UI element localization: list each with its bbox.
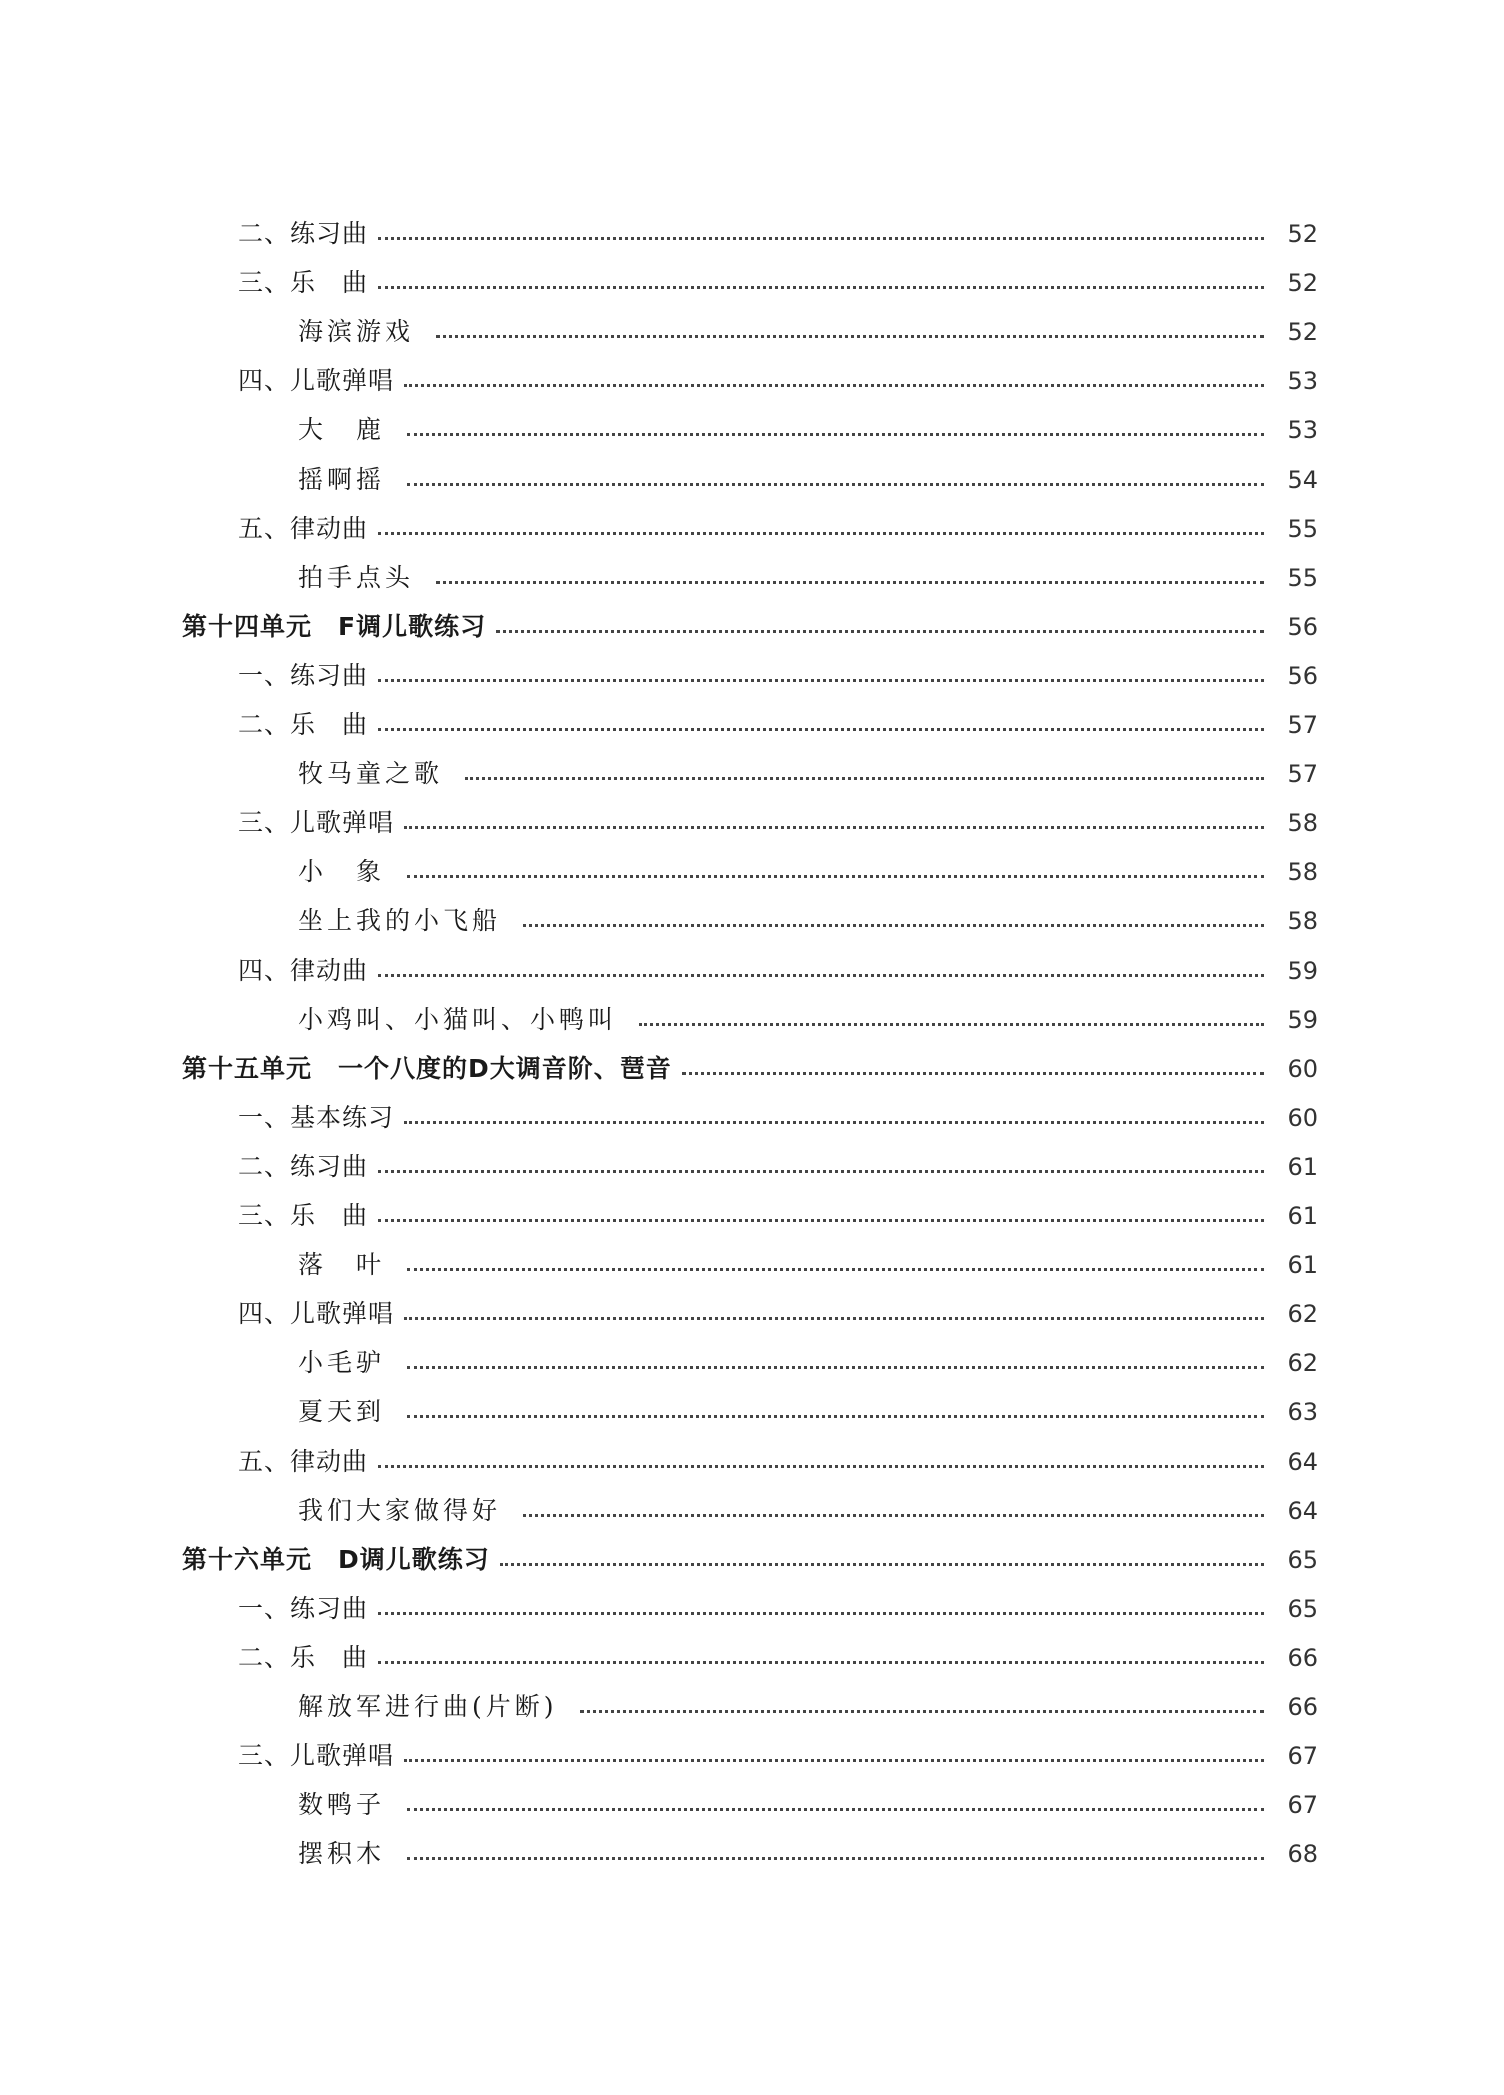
dot-leader	[404, 1317, 1264, 1320]
toc-entry[interactable]	[0, 1689, 1504, 1725]
toc-entry-label: 二、乐 曲	[238, 1643, 369, 1672]
toc-entry-label: 小鸡叫、小猫叫、小鸭叫	[298, 1005, 618, 1034]
dot-leader	[378, 286, 1264, 289]
dot-leader	[404, 1121, 1264, 1124]
toc-entry[interactable]	[0, 1100, 1504, 1136]
toc-entry-page: 62	[1287, 1349, 1318, 1377]
toc-entry[interactable]	[0, 1787, 1504, 1823]
toc-entry[interactable]	[0, 462, 1504, 498]
dot-leader	[378, 974, 1264, 977]
toc-entry-label: 摆积木	[298, 1839, 386, 1868]
toc-entry-label: 一、练习曲	[238, 1594, 369, 1623]
dot-leader	[404, 384, 1264, 387]
toc-entry-label: 二、练习曲	[238, 219, 369, 248]
toc-entry-label: 三、乐 曲	[238, 268, 369, 297]
toc-entry-label: 牧马童之歌	[298, 759, 444, 788]
toc-entry[interactable]	[0, 1002, 1504, 1038]
toc-entry-label: 摇啊摇	[298, 465, 386, 494]
dot-leader	[378, 237, 1264, 240]
dot-leader	[436, 335, 1264, 338]
toc-entry[interactable]	[0, 1247, 1504, 1283]
toc-entry-page: 61	[1287, 1251, 1318, 1279]
toc-entry-page: 66	[1287, 1693, 1318, 1721]
toc-entry[interactable]	[0, 1345, 1504, 1381]
toc-entry-page: 61	[1287, 1153, 1318, 1181]
toc-entry-label: 第十五单元 一个八度的D大调音阶、琶音	[182, 1054, 672, 1083]
toc-entry-page: 59	[1287, 1006, 1318, 1034]
toc-entry-page: 68	[1287, 1840, 1318, 1868]
toc-entry-label: 五、律动曲	[238, 514, 369, 543]
dot-leader	[378, 728, 1264, 731]
toc-unit-heading[interactable]	[0, 1051, 1504, 1087]
dot-leader	[523, 924, 1264, 927]
dot-leader	[378, 679, 1264, 682]
toc-entry-page: 63	[1287, 1398, 1318, 1426]
toc-entry-page: 60	[1287, 1104, 1318, 1132]
toc-entry-page: 59	[1287, 957, 1318, 985]
dot-leader	[407, 1415, 1264, 1418]
toc-entry-page: 61	[1287, 1202, 1318, 1230]
dot-leader	[378, 1465, 1264, 1468]
toc-entry-label: 小 象	[298, 857, 386, 886]
toc-entry-page: 54	[1287, 466, 1318, 494]
dot-leader	[682, 1072, 1264, 1075]
toc-entry[interactable]	[0, 216, 1504, 252]
toc-entry-label: 五、律动曲	[238, 1447, 369, 1476]
toc-entry-page: 67	[1287, 1791, 1318, 1819]
toc-entry[interactable]	[0, 903, 1504, 939]
toc-entry-page: 64	[1287, 1448, 1318, 1476]
toc-entry[interactable]	[0, 1198, 1504, 1234]
toc-entry-page: 65	[1287, 1546, 1318, 1574]
toc-entry-label: 四、儿歌弹唱	[238, 1299, 395, 1328]
dot-leader	[378, 1219, 1264, 1222]
dot-leader	[500, 1563, 1264, 1566]
toc-entry-page: 58	[1287, 907, 1318, 935]
toc-unit-heading[interactable]	[0, 609, 1504, 645]
toc-entry-page: 52	[1287, 220, 1318, 248]
dot-leader	[580, 1710, 1264, 1713]
dot-leader	[404, 1759, 1264, 1762]
toc-unit-heading[interactable]	[0, 1542, 1504, 1578]
toc-entry[interactable]	[0, 1149, 1504, 1185]
dot-leader	[407, 1366, 1264, 1369]
toc-entry-page: 52	[1287, 318, 1318, 346]
toc-entry-label: 二、乐 曲	[238, 710, 369, 739]
toc-entry-label: 落 叶	[298, 1250, 386, 1279]
dot-leader	[378, 1612, 1264, 1615]
toc-entry-label: 四、律动曲	[238, 956, 369, 985]
toc-entry-label: 第十六单元 D调儿歌练习	[182, 1545, 490, 1574]
toc-entry-label: 解放军进行曲(片断)	[298, 1692, 558, 1721]
toc-entry-label: 夏天到	[298, 1397, 386, 1426]
toc-entry[interactable]	[0, 805, 1504, 841]
toc-entry-label: 拍手点头	[298, 563, 415, 592]
toc-entry-page: 56	[1287, 662, 1318, 690]
toc-entry[interactable]	[0, 265, 1504, 301]
toc-entry-label: 海滨游戏	[298, 317, 415, 346]
toc-entry[interactable]	[0, 560, 1504, 596]
toc-entry[interactable]	[0, 1836, 1504, 1872]
toc-entry[interactable]	[0, 1444, 1504, 1480]
toc-entry[interactable]	[0, 1493, 1504, 1529]
dot-leader	[378, 1661, 1264, 1664]
toc-entry[interactable]	[0, 1394, 1504, 1430]
toc-entry-label: 坐上我的小飞船	[298, 906, 502, 935]
toc-entry[interactable]	[0, 1591, 1504, 1627]
toc-entry[interactable]	[0, 1640, 1504, 1676]
dot-leader	[407, 1857, 1264, 1860]
dot-leader	[436, 581, 1264, 584]
dot-leader	[404, 826, 1264, 829]
toc-entry[interactable]	[0, 412, 1504, 448]
toc-entry-page: 62	[1287, 1300, 1318, 1328]
toc-entry-label: 一、练习曲	[238, 661, 369, 690]
toc-entry-label: 小毛驴	[298, 1348, 386, 1377]
dot-leader	[407, 433, 1264, 436]
toc-entry-page: 53	[1287, 367, 1318, 395]
toc-entry[interactable]	[0, 1738, 1504, 1774]
toc-entry-label: 大 鹿	[298, 415, 386, 444]
dot-leader	[465, 777, 1264, 780]
toc-entry-label: 四、儿歌弹唱	[238, 366, 395, 395]
dot-leader	[407, 1268, 1264, 1271]
dot-leader	[639, 1023, 1264, 1026]
dot-leader	[407, 483, 1264, 486]
toc-entry[interactable]	[0, 756, 1504, 792]
toc-entry[interactable]	[0, 363, 1504, 399]
toc-entry-label: 第十四单元 F调儿歌练习	[182, 612, 487, 641]
toc-entry-label: 数鸭子	[298, 1790, 386, 1819]
toc-entry-page: 58	[1287, 858, 1318, 886]
toc-entry-page: 57	[1287, 711, 1318, 739]
dot-leader	[523, 1514, 1264, 1517]
toc-entry-page: 67	[1287, 1742, 1318, 1770]
toc-entry-page: 55	[1287, 515, 1318, 543]
toc-entry-page: 52	[1287, 269, 1318, 297]
toc-entry[interactable]	[0, 707, 1504, 743]
toc-entry[interactable]	[0, 511, 1504, 547]
toc-entry-label: 二、练习曲	[238, 1152, 369, 1181]
toc-entry-label: 三、乐 曲	[238, 1201, 369, 1230]
toc-entry-page: 65	[1287, 1595, 1318, 1623]
toc-entry-page: 58	[1287, 809, 1318, 837]
toc-entry[interactable]	[0, 854, 1504, 890]
toc-entry-page: 57	[1287, 760, 1318, 788]
toc-entry-label: 一、基本练习	[238, 1103, 395, 1132]
dot-leader	[407, 1808, 1264, 1811]
toc-entry-page: 64	[1287, 1497, 1318, 1525]
toc-entry-page: 55	[1287, 564, 1318, 592]
toc-entry-label: 三、儿歌弹唱	[238, 808, 395, 837]
toc-entry-page: 60	[1287, 1055, 1318, 1083]
toc-entry[interactable]	[0, 953, 1504, 989]
dot-leader	[496, 630, 1264, 633]
toc-entry-page: 56	[1287, 613, 1318, 641]
toc-entry-label: 三、儿歌弹唱	[238, 1741, 395, 1770]
toc-entry-page: 53	[1287, 416, 1318, 444]
toc-entry[interactable]	[0, 658, 1504, 694]
dot-leader	[407, 875, 1264, 878]
toc-entry-label: 我们大家做得好	[298, 1496, 502, 1525]
dot-leader	[378, 1170, 1264, 1173]
toc-entry[interactable]	[0, 314, 1504, 350]
toc-entry-page: 66	[1287, 1644, 1318, 1672]
dot-leader	[378, 532, 1264, 535]
toc-entry[interactable]	[0, 1296, 1504, 1332]
